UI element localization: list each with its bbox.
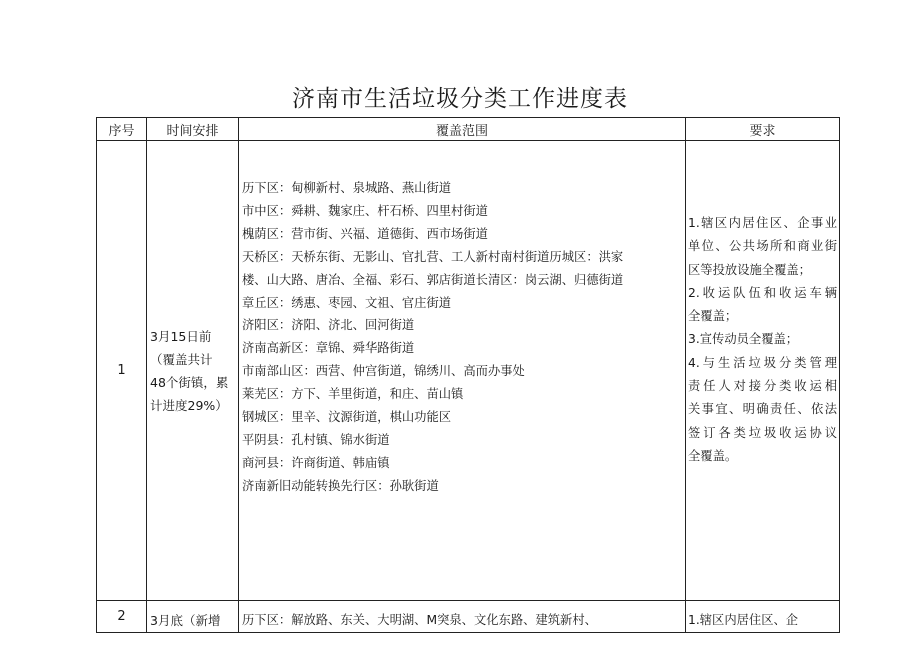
- row-requirement: [686, 601, 840, 633]
- document-title: 济南市生活垃圾分类工作进度表: [292, 86, 628, 112]
- row-time: [147, 141, 239, 601]
- coverage-line: 商河县：许商街道、韩庙镇: [242, 455, 390, 470]
- progress-table: [96, 117, 840, 633]
- table-row: [97, 141, 840, 601]
- coverage-line: 济南高新区：章锦、舜华路街道: [242, 341, 415, 356]
- table-header-row: [97, 118, 840, 141]
- requirement-line: 1.辖区内居住区、企事业: [688, 216, 837, 230]
- requirement-line: 全覆盖。: [688, 448, 738, 463]
- coverage-line: 济阳区：济阳、济北、回河街道: [242, 318, 415, 333]
- coverage-line: 历下区：解放路、东关、大明湖、M突泉、文化东路、建筑新村、: [242, 613, 597, 627]
- coverage-line: 楼、山大路、唐冶、全福、彩石、郭店街道长清区：岗云湖、归德街道: [242, 272, 624, 287]
- time-line: 48个街镇，累: [150, 374, 229, 390]
- requirement-line: 关事宜、明确责任、依法: [688, 402, 837, 417]
- coverage-line: 钢城区：里辛、汶源街道，棋山功能区: [242, 410, 452, 425]
- time-line: 计进度29%）: [150, 397, 228, 413]
- coverage-line: 市南部山区：西营、仲宫街道，锦绣川、高而办事处: [242, 364, 525, 379]
- requirement-line: 1.辖区内居住区、企: [688, 613, 799, 627]
- row-coverage: [239, 141, 686, 601]
- requirement-line: 2.收运队伍和收运车辆: [688, 285, 837, 300]
- requirement-line: 签订各类垃圾收运协议: [688, 425, 837, 440]
- coverage-line: 历下区：甸柳新村、泉城路、燕山街道: [242, 181, 452, 195]
- table-row: [97, 601, 840, 633]
- requirement-line: 区等投放设施全覆盖；: [688, 262, 811, 277]
- coverage-line: 天桥区：天桥东街、无影山、官扎营、工人新村南村街道历城区：洪家: [242, 249, 624, 264]
- time-line: 3月底（新增: [150, 613, 221, 628]
- row-index: 2: [97, 601, 147, 633]
- row-index: 1: [97, 141, 147, 601]
- row-time: [147, 601, 239, 633]
- header-time: 时间安排: [147, 118, 239, 141]
- time-line: （覆盖共计: [150, 351, 213, 367]
- requirement-line: 4.与生活垃圾分类管理: [688, 355, 837, 370]
- requirement-line: 全覆盖；: [688, 309, 738, 324]
- coverage-line: 莱芜区：方下、羊里街道，和庄、苗山镇: [242, 387, 464, 402]
- requirement-line: 单位、公共场所和商业街: [688, 239, 837, 254]
- coverage-line: 济南新旧动能转换先行区：孙耿街道: [242, 478, 439, 493]
- time-line: 3月15日前: [150, 328, 212, 344]
- row-coverage: [239, 601, 686, 633]
- row-requirement: [686, 141, 840, 601]
- header-coverage: 覆盖范围: [239, 118, 686, 141]
- header-index: 序号: [97, 118, 147, 141]
- coverage-line: 章丘区：绣惠、枣园、文祖、官庄街道: [242, 295, 452, 310]
- coverage-line: 槐荫区：营市街、兴福、道德街、西市场街道: [242, 226, 488, 241]
- coverage-line: 市中区：舜耕、魏家庄、杆石桥、四里村街道: [242, 203, 488, 218]
- header-requirement: 要求: [686, 118, 840, 141]
- requirement-line: 责任人对接分类收运相: [688, 379, 837, 394]
- requirement-line: 3.宣传动员全覆盖；: [688, 332, 799, 347]
- coverage-line: 平阴县：孔村镇、锦水街道: [242, 432, 390, 447]
